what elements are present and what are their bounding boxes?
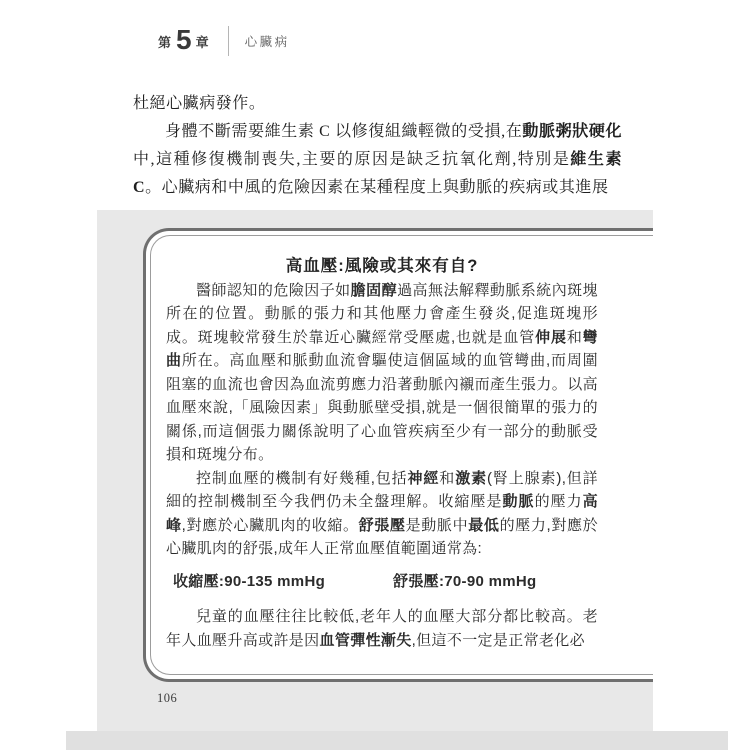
chapter-number: 5 [176,24,192,55]
body-paragraph-1: 杜絕心臟病發作。 [133,95,266,112]
box-paragraph-3: 兒童的血壓往往比較低,老年人的血壓大部分都比較高。老年人血壓升高或許是因血管彈性漸失,但這不一定是正常老化必 [166,608,598,649]
body-text [133,90,622,202]
hypertension-feature-box [143,228,653,682]
chapter-suffix: 章 [195,34,210,50]
feature-box-content [166,255,598,652]
feature-box-title: 高血壓:風險或其來有自? [285,257,479,275]
page-number: 106 [157,691,178,705]
page-bottom-edge-strip [66,731,728,750]
chapter-prefix: 第 [158,34,173,50]
body-paragraph-2: 身體不斷需要維生素 C 以修復組織輕微的受損,在動脈粥狀硬化中,這種修復機制喪失,主要的原因是缺乏抗氧化劑,特別是維生素 C。心臟病和中風的危險因素在某種程度上與動脈的疾病或其進展 [133,123,622,196]
chapter-title: 心臟病 [244,35,290,49]
header-divider [228,26,229,56]
systolic-pressure-value: 收縮壓:90-135 mmHg [173,572,326,590]
box-paragraph-1: 醫師認知的危險因子如膽固醇過高無法解釋動脈系統內斑塊所在的位置。動脈的張力和其他壓力會產生發炎,促進斑塊形成。斑塊較常發生於靠近心臟經常受壓處,也就是血管伸展和彎曲所在。高血壓和脈動血流會驅使這個區域的血管彎曲,而周圍阻塞的血流也會因為血流剪應力沿著動脈內襯而產生張力。以高血壓來說,「風險因素」與動脈壁受損,就是一個很簡單的張力的關係,而這個張力關係說明了心血管疾病至少有一部分的動脈受損和斑塊分布。 [166,281,599,463]
chapter-header [158,26,290,56]
blood-pressure-values-row [166,570,598,594]
diastolic-pressure-value: 舒張壓:70-90 mmHg [393,572,537,590]
box-paragraph-2: 控制血壓的機制有好幾種,包括神經和激素(腎上腺素),但詳細的控制機制至今我們仍未全盤理解。收縮壓是動脈的壓力高峰,對應於心臟肌肉的收縮。舒張壓是動脈中最低的壓力,對應於心臟肌肉的舒張,成年人正常血壓值範圍通常為: [166,469,598,557]
